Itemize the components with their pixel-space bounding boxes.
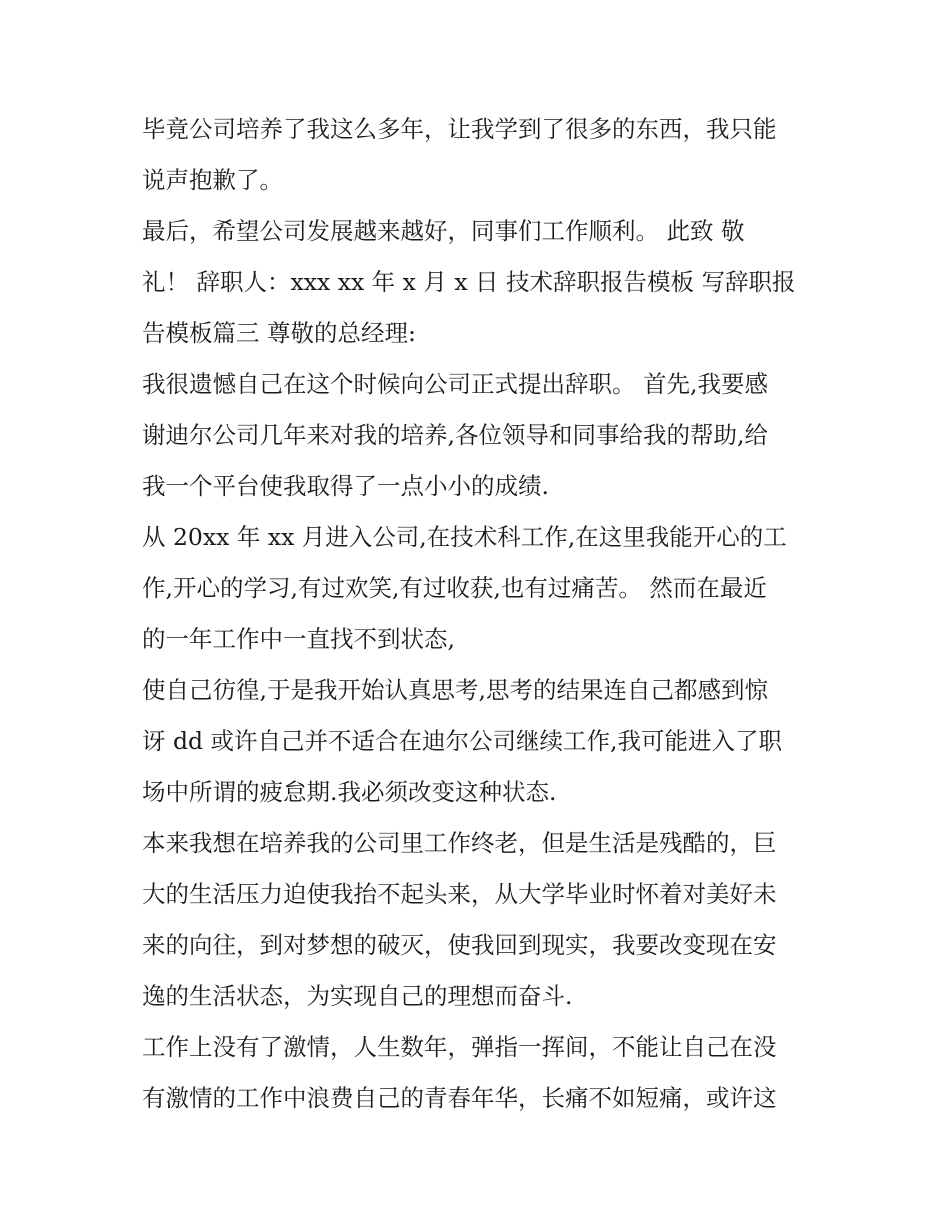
text-line: 最后，希望公司发展越来越好，同事们工作顺利。 此致 敬 bbox=[142, 217, 745, 245]
text-line: 来的向往，到对梦想的破灭，使我回到现实，我要改变现在安 bbox=[142, 931, 777, 959]
text-line: 场中所谓的疲怠期.我必须改变这种状态. bbox=[142, 778, 557, 806]
text-line: 告模板篇三 尊敬的总经理: bbox=[142, 319, 416, 347]
text-line: 讶 dd 或许自己并不适合在迪尔公司继续工作,我可能进入了职 bbox=[142, 727, 782, 755]
text-line: 毕竟公司培养了我这么多年，让我学到了很多的东西，我只能 bbox=[142, 115, 777, 143]
text-line: 我很遗憾自己在这个时候向公司正式提出辞职。 首先,我要感 bbox=[142, 370, 768, 398]
text-line: 本来我想在培养我的公司里工作终老，但是生活是残酷的，巨 bbox=[142, 829, 777, 857]
text-line: 说声抱歉了。 bbox=[142, 166, 283, 194]
text-line: 我一个平台使我取得了一点小小的成绩. bbox=[142, 472, 549, 500]
text-line: 工作上没有了激情，人生数年，弹指一挥间，不能让自己在没 bbox=[142, 1033, 777, 1061]
text-line: 的一年工作中一直找不到状态, bbox=[142, 625, 455, 653]
text-line: 从 20xx 年 xx 月进入公司,在技术科工作,在这里我能开心的工 bbox=[142, 523, 787, 551]
text-line: 谢迪尔公司几年来对我的培养,各位领导和同事给我的帮助,给 bbox=[142, 421, 768, 449]
text-line: 使自己彷徨,于是我开始认真思考,思考的结果连自己都感到惊 bbox=[142, 676, 768, 704]
text-line: 逸的生活状态，为实现自己的理想而奋斗. bbox=[142, 982, 573, 1010]
text-line: 大的生活压力迫使我抬不起头来，从大学毕业时怀着对美好未 bbox=[142, 880, 777, 908]
text-line: 有激情的工作中浪费自己的青春年华，长痛不如短痛，或许这 bbox=[142, 1084, 777, 1112]
text-line: 作,开心的学习,有过欢笑,有过收获,也有过痛苦。 然而在最近 bbox=[142, 574, 767, 602]
text-line: 礼！ 辞职人：xxx xx 年 x 月 x 日 技术辞职报告模板 写辞职报 bbox=[142, 268, 796, 296]
